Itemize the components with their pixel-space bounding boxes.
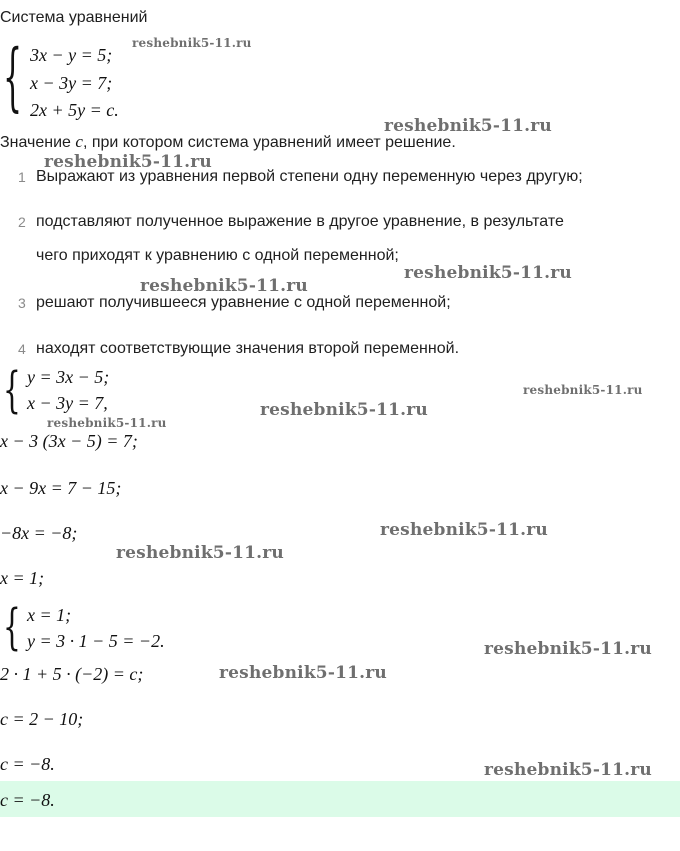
watermark: reshebnik5-11.ru	[404, 263, 572, 283]
watermark: reshebnik5-11.ru	[219, 663, 387, 683]
watermark: reshebnik5-11.ru	[140, 276, 308, 296]
watermark: reshebnik5-11.ru	[132, 36, 252, 50]
solution-line: x = 1;	[0, 568, 45, 588]
answer-line: c = −8.	[0, 790, 55, 810]
solution-line: c = −8.	[0, 754, 55, 774]
solution-line: x − 3 (3x − 5) = 7;	[0, 431, 138, 451]
page-title: Система уравнений	[0, 9, 148, 26]
solution-line: c = 2 − 10;	[0, 709, 84, 729]
step-number: 1	[18, 169, 26, 185]
solution-line: x − 9x = 7 − 15;	[0, 478, 122, 498]
left-brace-icon: {	[3, 35, 23, 122]
watermark: reshebnik5-11.ru	[523, 383, 643, 397]
answer-highlight	[0, 781, 680, 817]
system2-eq2: x − 3y = 7,	[27, 393, 108, 413]
step-number: 3	[18, 295, 26, 311]
system1-eq1: 3x − y = 5;	[30, 45, 113, 65]
step-text: Выражают из уравнения первой степени одну переменную через другую;	[36, 168, 583, 185]
system3-eq2: y = 3 · 1 − 5 = −2.	[27, 631, 165, 651]
watermark: reshebnik5-11.ru	[47, 416, 167, 430]
watermark: reshebnik5-11.ru	[484, 639, 652, 659]
solution-line: 2 · 1 + 5 · (−2) = c;	[0, 664, 144, 684]
step-text: подставляют полученное выражение в другое уравнение, в результате	[36, 213, 564, 230]
left-brace-icon: {	[3, 360, 21, 419]
step-text: находят соответствующие значения второй переменной.	[36, 340, 460, 357]
question-suffix: , при котором система уравнений имеет решение.	[82, 134, 456, 151]
question-prefix: Значение	[0, 134, 71, 151]
system1-eq3: 2x + 5y = c.	[30, 100, 119, 120]
system2-eq1: y = 3x − 5;	[27, 367, 110, 387]
watermark: reshebnik5-11.ru	[380, 520, 548, 540]
watermark: reshebnik5-11.ru	[484, 760, 652, 780]
watermark: reshebnik5-11.ru	[116, 543, 284, 563]
watermark: reshebnik5-11.ru	[384, 116, 552, 136]
watermark: reshebnik5-11.ru	[44, 152, 212, 172]
system1-eq2: x − 3y = 7;	[30, 73, 113, 93]
question-var: c	[75, 132, 83, 151]
solution-line: −8x = −8;	[0, 523, 78, 543]
step-text: чего приходят к уравнению с одной переменной;	[36, 247, 399, 264]
system3-eq1: x = 1;	[27, 605, 72, 625]
step-number: 4	[18, 341, 26, 357]
step-text: решают получившееся уравнение с одной переменной;	[36, 294, 451, 311]
watermark: reshebnik5-11.ru	[260, 400, 428, 420]
left-brace-icon: {	[3, 597, 21, 656]
step-number: 2	[18, 214, 26, 230]
